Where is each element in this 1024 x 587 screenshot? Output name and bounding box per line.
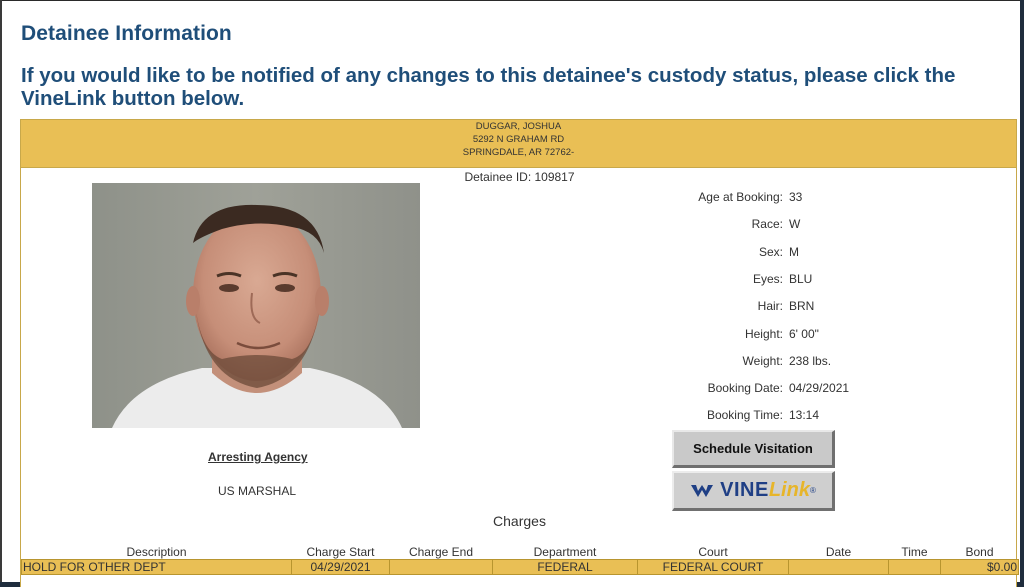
arresting-agency-value: US MARSHAL bbox=[218, 484, 297, 498]
detainee-header-band bbox=[21, 120, 1016, 168]
charges-col-date: Date bbox=[825, 544, 852, 559]
charge-time bbox=[889, 560, 941, 575]
detainee-name: DUGGAR, JOSHUA bbox=[475, 121, 562, 132]
detail-label: Sex: bbox=[758, 244, 783, 259]
charge-bond: $0.00 bbox=[941, 560, 1019, 575]
booking-photo bbox=[92, 183, 420, 428]
charges-col-charge-start: Charge Start bbox=[306, 544, 375, 559]
detail-label: Race: bbox=[751, 217, 783, 232]
charges-col-bond: Bond bbox=[965, 544, 994, 559]
arresting-agency-label: Arresting Agency bbox=[208, 450, 308, 464]
page-title: Detainee Information bbox=[21, 22, 232, 45]
charge-date bbox=[789, 560, 889, 575]
vinelink-logo-icon bbox=[690, 483, 714, 499]
detail-hair bbox=[621, 299, 921, 315]
detail-label: Booking Time: bbox=[706, 408, 783, 423]
detail-weight bbox=[621, 354, 921, 370]
charge-department: FEDERAL bbox=[493, 560, 638, 575]
detail-label: Weight: bbox=[742, 353, 783, 368]
detail-value: M bbox=[789, 244, 799, 259]
detainee-address-line2: SPRINGDALE, AR 72762- bbox=[462, 147, 575, 158]
detail-label: Hair: bbox=[757, 299, 783, 314]
detail-label: Booking Date: bbox=[707, 381, 783, 396]
charges-table bbox=[21, 544, 1019, 575]
vinelink-link-text: Link bbox=[768, 479, 810, 501]
detail-value: BLU bbox=[789, 271, 813, 286]
detail-booking-time bbox=[621, 408, 921, 424]
charges-col-description: Description bbox=[126, 544, 187, 559]
charges-title: Charges bbox=[493, 513, 546, 529]
vinelink-button[interactable] bbox=[672, 471, 835, 511]
detail-value: W bbox=[789, 217, 801, 232]
detail-value: 6' 00" bbox=[789, 326, 819, 341]
vinelink-notice: If you would like to be notified of any changes to this detainee's custody status, please click the VineLink button below. bbox=[21, 64, 956, 110]
detail-value: BRN bbox=[789, 299, 815, 314]
detainee-id: Detainee ID: 109817 bbox=[464, 170, 575, 184]
detail-race bbox=[621, 217, 921, 233]
charge-end bbox=[390, 560, 493, 575]
detail-sex bbox=[621, 245, 921, 261]
charge-description: HOLD FOR OTHER DEPT bbox=[22, 560, 292, 575]
detail-value: 33 bbox=[789, 190, 803, 204]
charge-start: 04/29/2021 bbox=[292, 560, 390, 575]
detainee-address-line1: 5292 N GRAHAM RD bbox=[472, 134, 565, 145]
window-left-edge bbox=[0, 0, 2, 587]
charges-header-row bbox=[22, 544, 1019, 560]
detail-eyes bbox=[621, 272, 921, 288]
vinelink-vine-text: VINE bbox=[720, 479, 769, 501]
detail-label: Height: bbox=[744, 326, 783, 341]
detail-height bbox=[621, 327, 921, 343]
charges-col-court: Court bbox=[698, 544, 728, 559]
detainee-card bbox=[20, 119, 1017, 587]
detail-value: 04/29/2021 bbox=[789, 381, 850, 396]
charge-court: FEDERAL COURT bbox=[638, 560, 789, 575]
charges-col-time: Time bbox=[901, 544, 928, 559]
vinelink-registered-mark: ® bbox=[809, 486, 816, 495]
detail-booking-date bbox=[621, 381, 921, 397]
table-row bbox=[22, 560, 1019, 575]
charges-col-department: Department bbox=[533, 544, 597, 559]
detail-value: 13:14 bbox=[789, 408, 820, 423]
detail-age-at-booking bbox=[621, 190, 921, 206]
schedule-visitation-button[interactable]: Schedule Visitation bbox=[672, 430, 835, 468]
detail-label: Age at Booking: bbox=[698, 190, 783, 204]
window-top-edge bbox=[0, 0, 1024, 1]
detail-value: 238 lbs. bbox=[789, 353, 832, 368]
charges-col-charge-end: Charge End bbox=[408, 544, 474, 559]
detail-label: Eyes: bbox=[752, 271, 783, 286]
